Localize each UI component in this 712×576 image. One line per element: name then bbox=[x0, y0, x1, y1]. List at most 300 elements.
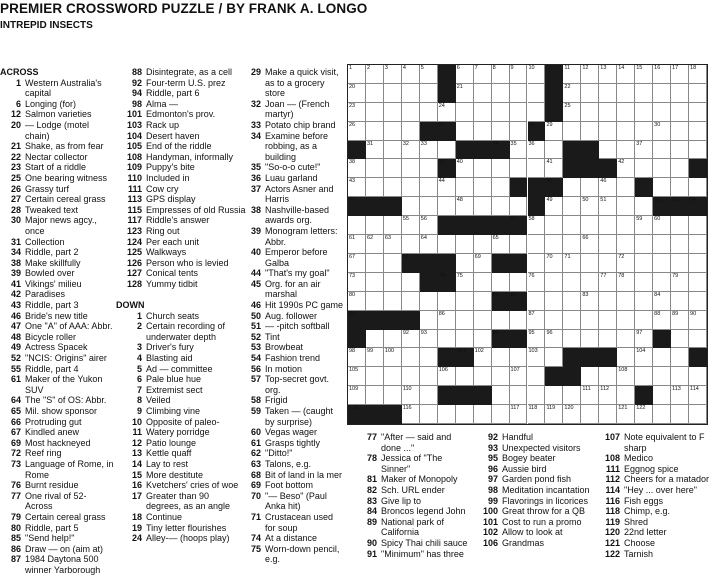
grid-cell[interactable] bbox=[635, 216, 653, 235]
grid-cell[interactable] bbox=[545, 178, 563, 197]
grid-cell[interactable] bbox=[420, 348, 438, 367]
grid-cell[interactable] bbox=[510, 65, 528, 84]
grid-cell[interactable] bbox=[438, 197, 456, 216]
grid-cell[interactable] bbox=[671, 103, 689, 122]
grid-cell[interactable] bbox=[545, 122, 563, 141]
grid-cell[interactable] bbox=[689, 311, 707, 330]
grid-cell[interactable] bbox=[545, 141, 563, 160]
grid-cell[interactable] bbox=[366, 292, 384, 311]
grid-cell[interactable] bbox=[635, 405, 653, 424]
grid-cell[interactable] bbox=[563, 159, 581, 178]
grid-cell[interactable] bbox=[402, 311, 420, 330]
grid-cell[interactable] bbox=[384, 197, 402, 216]
grid-cell[interactable] bbox=[420, 65, 438, 84]
grid-cell[interactable] bbox=[528, 367, 546, 386]
grid-cell[interactable] bbox=[438, 141, 456, 160]
grid-cell[interactable] bbox=[438, 122, 456, 141]
grid-cell[interactable] bbox=[348, 311, 366, 330]
grid-cell[interactable] bbox=[617, 254, 635, 273]
grid-cell[interactable] bbox=[348, 235, 366, 254]
grid-cell[interactable] bbox=[366, 84, 384, 103]
grid-cell[interactable] bbox=[528, 159, 546, 178]
grid-cell[interactable] bbox=[528, 178, 546, 197]
grid-cell[interactable] bbox=[474, 405, 492, 424]
grid-cell[interactable] bbox=[653, 197, 671, 216]
grid-cell[interactable] bbox=[563, 367, 581, 386]
grid-cell[interactable] bbox=[671, 330, 689, 349]
grid-cell[interactable] bbox=[581, 141, 599, 160]
grid-cell[interactable] bbox=[366, 159, 384, 178]
grid-cell[interactable] bbox=[689, 405, 707, 424]
grid-cell[interactable] bbox=[689, 178, 707, 197]
grid-cell[interactable] bbox=[528, 386, 546, 405]
grid-cell[interactable] bbox=[581, 311, 599, 330]
grid-cell[interactable] bbox=[671, 405, 689, 424]
grid-cell[interactable] bbox=[563, 348, 581, 367]
grid-cell[interactable] bbox=[545, 348, 563, 367]
grid-cell[interactable] bbox=[689, 273, 707, 292]
grid-cell[interactable] bbox=[528, 292, 546, 311]
grid-cell[interactable] bbox=[545, 159, 563, 178]
grid-cell[interactable] bbox=[402, 159, 420, 178]
grid-cell[interactable] bbox=[689, 386, 707, 405]
grid-cell[interactable] bbox=[689, 65, 707, 84]
grid-cell[interactable] bbox=[653, 292, 671, 311]
grid-cell[interactable] bbox=[348, 84, 366, 103]
grid-cell[interactable] bbox=[402, 348, 420, 367]
grid-cell[interactable] bbox=[671, 273, 689, 292]
grid-cell[interactable] bbox=[474, 311, 492, 330]
grid-cell[interactable] bbox=[545, 65, 563, 84]
grid-cell[interactable] bbox=[545, 254, 563, 273]
grid-cell[interactable] bbox=[563, 254, 581, 273]
grid-cell[interactable] bbox=[420, 84, 438, 103]
grid-cell[interactable] bbox=[581, 330, 599, 349]
grid-cell[interactable] bbox=[348, 292, 366, 311]
grid-cell[interactable] bbox=[653, 178, 671, 197]
grid-cell[interactable] bbox=[384, 405, 402, 424]
grid-cell[interactable] bbox=[402, 405, 420, 424]
grid-cell[interactable] bbox=[671, 235, 689, 254]
grid-cell[interactable] bbox=[617, 273, 635, 292]
grid-cell[interactable] bbox=[545, 103, 563, 122]
grid-cell[interactable] bbox=[474, 122, 492, 141]
grid-cell[interactable] bbox=[689, 367, 707, 386]
grid-cell[interactable] bbox=[420, 122, 438, 141]
grid-cell[interactable] bbox=[348, 348, 366, 367]
grid-cell[interactable] bbox=[581, 235, 599, 254]
grid-cell[interactable] bbox=[563, 122, 581, 141]
grid-cell[interactable] bbox=[438, 292, 456, 311]
grid-cell[interactable] bbox=[384, 84, 402, 103]
grid-cell[interactable] bbox=[456, 178, 474, 197]
grid-cell[interactable] bbox=[689, 141, 707, 160]
grid-cell[interactable] bbox=[492, 367, 510, 386]
grid-cell[interactable] bbox=[617, 197, 635, 216]
grid-cell[interactable] bbox=[348, 197, 366, 216]
grid-cell[interactable] bbox=[581, 197, 599, 216]
grid-cell[interactable] bbox=[492, 141, 510, 160]
grid-cell[interactable] bbox=[420, 235, 438, 254]
grid-cell[interactable] bbox=[599, 386, 617, 405]
grid-cell[interactable] bbox=[474, 159, 492, 178]
grid-cell[interactable] bbox=[653, 235, 671, 254]
grid-cell[interactable] bbox=[420, 197, 438, 216]
grid-cell[interactable] bbox=[581, 122, 599, 141]
grid-cell[interactable] bbox=[420, 141, 438, 160]
grid-cell[interactable] bbox=[384, 159, 402, 178]
grid-cell[interactable] bbox=[563, 103, 581, 122]
grid-cell[interactable] bbox=[366, 311, 384, 330]
grid-cell[interactable] bbox=[402, 330, 420, 349]
grid-cell[interactable] bbox=[474, 178, 492, 197]
grid-cell[interactable] bbox=[689, 235, 707, 254]
grid-cell[interactable] bbox=[689, 330, 707, 349]
grid-cell[interactable] bbox=[635, 330, 653, 349]
grid-cell[interactable] bbox=[671, 65, 689, 84]
grid-cell[interactable] bbox=[653, 159, 671, 178]
grid-cell[interactable] bbox=[492, 65, 510, 84]
grid-cell[interactable] bbox=[653, 405, 671, 424]
grid-cell[interactable] bbox=[510, 216, 528, 235]
grid-cell[interactable] bbox=[581, 254, 599, 273]
grid-cell[interactable] bbox=[474, 273, 492, 292]
grid-cell[interactable] bbox=[528, 405, 546, 424]
grid-cell[interactable] bbox=[617, 178, 635, 197]
grid-cell[interactable] bbox=[384, 122, 402, 141]
grid-cell[interactable] bbox=[599, 405, 617, 424]
grid-cell[interactable] bbox=[635, 235, 653, 254]
grid-cell[interactable] bbox=[617, 348, 635, 367]
grid-cell[interactable] bbox=[689, 292, 707, 311]
grid-cell[interactable] bbox=[581, 84, 599, 103]
grid-cell[interactable] bbox=[671, 367, 689, 386]
grid-cell[interactable] bbox=[348, 254, 366, 273]
grid-cell[interactable] bbox=[653, 348, 671, 367]
grid-cell[interactable] bbox=[510, 197, 528, 216]
grid-cell[interactable] bbox=[528, 65, 546, 84]
grid-cell[interactable] bbox=[581, 216, 599, 235]
grid-cell[interactable] bbox=[492, 216, 510, 235]
grid-cell[interactable] bbox=[492, 330, 510, 349]
grid-cell[interactable] bbox=[402, 235, 420, 254]
grid-cell[interactable] bbox=[348, 178, 366, 197]
grid-cell[interactable] bbox=[617, 65, 635, 84]
grid-cell[interactable] bbox=[671, 348, 689, 367]
grid-cell[interactable] bbox=[599, 311, 617, 330]
grid-cell[interactable] bbox=[635, 386, 653, 405]
grid-cell[interactable] bbox=[581, 65, 599, 84]
grid-cell[interactable] bbox=[420, 405, 438, 424]
grid-cell[interactable] bbox=[384, 65, 402, 84]
grid-cell[interactable] bbox=[671, 311, 689, 330]
grid-cell[interactable] bbox=[599, 65, 617, 84]
grid-cell[interactable] bbox=[492, 159, 510, 178]
grid-cell[interactable] bbox=[689, 103, 707, 122]
grid-cell[interactable] bbox=[563, 330, 581, 349]
grid-cell[interactable] bbox=[384, 141, 402, 160]
grid-cell[interactable] bbox=[599, 141, 617, 160]
grid-cell[interactable] bbox=[599, 254, 617, 273]
grid-cell[interactable] bbox=[689, 197, 707, 216]
grid-cell[interactable] bbox=[617, 122, 635, 141]
grid-cell[interactable] bbox=[366, 103, 384, 122]
grid-cell[interactable] bbox=[689, 122, 707, 141]
grid-cell[interactable] bbox=[402, 367, 420, 386]
grid-cell[interactable] bbox=[456, 292, 474, 311]
grid-cell[interactable] bbox=[438, 65, 456, 84]
grid-cell[interactable] bbox=[528, 197, 546, 216]
grid-cell[interactable] bbox=[474, 216, 492, 235]
grid-cell[interactable] bbox=[689, 254, 707, 273]
grid-cell[interactable] bbox=[545, 367, 563, 386]
grid-cell[interactable] bbox=[617, 330, 635, 349]
grid-cell[interactable] bbox=[438, 273, 456, 292]
grid-cell[interactable] bbox=[635, 292, 653, 311]
grid-cell[interactable] bbox=[366, 386, 384, 405]
grid-cell[interactable] bbox=[635, 122, 653, 141]
grid-cell[interactable] bbox=[456, 159, 474, 178]
grid-cell[interactable] bbox=[599, 367, 617, 386]
grid-cell[interactable] bbox=[474, 197, 492, 216]
grid-cell[interactable] bbox=[438, 235, 456, 254]
grid-cell[interactable] bbox=[384, 330, 402, 349]
grid-cell[interactable] bbox=[492, 235, 510, 254]
grid-cell[interactable] bbox=[689, 348, 707, 367]
grid-cell[interactable] bbox=[545, 311, 563, 330]
grid-cell[interactable] bbox=[492, 178, 510, 197]
grid-cell[interactable] bbox=[528, 216, 546, 235]
grid-cell[interactable] bbox=[635, 311, 653, 330]
grid-cell[interactable] bbox=[653, 122, 671, 141]
grid-cell[interactable] bbox=[635, 103, 653, 122]
grid-cell[interactable] bbox=[528, 311, 546, 330]
grid-cell[interactable] bbox=[599, 235, 617, 254]
grid-cell[interactable] bbox=[653, 367, 671, 386]
grid-cell[interactable] bbox=[420, 367, 438, 386]
grid-cell[interactable] bbox=[617, 311, 635, 330]
grid-cell[interactable] bbox=[366, 254, 384, 273]
grid-cell[interactable] bbox=[635, 254, 653, 273]
grid-cell[interactable] bbox=[528, 330, 546, 349]
grid-cell[interactable] bbox=[563, 141, 581, 160]
grid-cell[interactable] bbox=[348, 159, 366, 178]
grid-cell[interactable] bbox=[438, 386, 456, 405]
grid-cell[interactable] bbox=[510, 103, 528, 122]
grid-cell[interactable] bbox=[402, 65, 420, 84]
grid-cell[interactable] bbox=[510, 273, 528, 292]
grid-cell[interactable] bbox=[420, 386, 438, 405]
grid-cell[interactable] bbox=[492, 122, 510, 141]
grid-cell[interactable] bbox=[384, 386, 402, 405]
grid-cell[interactable] bbox=[474, 65, 492, 84]
grid-cell[interactable] bbox=[510, 235, 528, 254]
grid-cell[interactable] bbox=[456, 216, 474, 235]
grid-cell[interactable] bbox=[474, 367, 492, 386]
grid-cell[interactable] bbox=[348, 122, 366, 141]
grid-cell[interactable] bbox=[438, 405, 456, 424]
grid-cell[interactable] bbox=[545, 197, 563, 216]
grid-cell[interactable] bbox=[563, 292, 581, 311]
grid-cell[interactable] bbox=[563, 311, 581, 330]
grid-cell[interactable] bbox=[545, 235, 563, 254]
grid-cell[interactable] bbox=[366, 197, 384, 216]
grid-cell[interactable] bbox=[366, 216, 384, 235]
grid-cell[interactable] bbox=[671, 197, 689, 216]
grid-cell[interactable] bbox=[474, 348, 492, 367]
grid-cell[interactable] bbox=[581, 103, 599, 122]
grid-cell[interactable] bbox=[474, 84, 492, 103]
grid-cell[interactable] bbox=[528, 254, 546, 273]
grid-cell[interactable] bbox=[402, 254, 420, 273]
grid-cell[interactable] bbox=[563, 273, 581, 292]
grid-cell[interactable] bbox=[384, 311, 402, 330]
grid-cell[interactable] bbox=[671, 84, 689, 103]
grid-cell[interactable] bbox=[402, 197, 420, 216]
grid-cell[interactable] bbox=[528, 141, 546, 160]
grid-cell[interactable] bbox=[635, 141, 653, 160]
grid-cell[interactable] bbox=[689, 159, 707, 178]
grid-cell[interactable] bbox=[366, 367, 384, 386]
grid-cell[interactable] bbox=[581, 348, 599, 367]
grid-cell[interactable] bbox=[492, 197, 510, 216]
grid-cell[interactable] bbox=[402, 386, 420, 405]
grid-cell[interactable] bbox=[635, 273, 653, 292]
grid-cell[interactable] bbox=[402, 103, 420, 122]
grid-cell[interactable] bbox=[581, 159, 599, 178]
grid-cell[interactable] bbox=[545, 84, 563, 103]
grid-cell[interactable] bbox=[635, 348, 653, 367]
grid-cell[interactable] bbox=[599, 273, 617, 292]
grid-cell[interactable] bbox=[438, 178, 456, 197]
grid-cell[interactable] bbox=[599, 103, 617, 122]
grid-cell[interactable] bbox=[599, 84, 617, 103]
grid-cell[interactable] bbox=[348, 216, 366, 235]
grid-cell[interactable] bbox=[348, 330, 366, 349]
grid-cell[interactable] bbox=[563, 235, 581, 254]
grid-cell[interactable] bbox=[510, 367, 528, 386]
grid-cell[interactable] bbox=[563, 65, 581, 84]
grid-cell[interactable] bbox=[689, 216, 707, 235]
grid-cell[interactable] bbox=[599, 178, 617, 197]
grid-cell[interactable] bbox=[474, 235, 492, 254]
grid-cell[interactable] bbox=[384, 273, 402, 292]
grid-cell[interactable] bbox=[384, 235, 402, 254]
grid-cell[interactable] bbox=[510, 330, 528, 349]
grid-cell[interactable] bbox=[366, 405, 384, 424]
grid-cell[interactable] bbox=[635, 65, 653, 84]
grid-cell[interactable] bbox=[348, 103, 366, 122]
grid-cell[interactable] bbox=[402, 273, 420, 292]
grid-cell[interactable] bbox=[456, 330, 474, 349]
grid-cell[interactable] bbox=[510, 348, 528, 367]
grid-cell[interactable] bbox=[617, 386, 635, 405]
grid-cell[interactable] bbox=[438, 311, 456, 330]
grid-cell[interactable] bbox=[366, 273, 384, 292]
grid-cell[interactable] bbox=[689, 84, 707, 103]
grid-cell[interactable] bbox=[617, 141, 635, 160]
grid-cell[interactable] bbox=[671, 386, 689, 405]
grid-cell[interactable] bbox=[366, 178, 384, 197]
grid-cell[interactable] bbox=[420, 254, 438, 273]
grid-cell[interactable] bbox=[528, 348, 546, 367]
grid-cell[interactable] bbox=[492, 405, 510, 424]
grid-cell[interactable] bbox=[456, 65, 474, 84]
grid-cell[interactable] bbox=[456, 311, 474, 330]
grid-cell[interactable] bbox=[635, 367, 653, 386]
grid-cell[interactable] bbox=[456, 273, 474, 292]
grid-cell[interactable] bbox=[492, 103, 510, 122]
grid-cell[interactable] bbox=[402, 178, 420, 197]
grid-cell[interactable] bbox=[384, 178, 402, 197]
grid-cell[interactable] bbox=[617, 235, 635, 254]
grid-cell[interactable] bbox=[420, 311, 438, 330]
grid-cell[interactable] bbox=[456, 254, 474, 273]
grid-cell[interactable] bbox=[635, 159, 653, 178]
grid-cell[interactable] bbox=[617, 292, 635, 311]
grid-cell[interactable] bbox=[384, 103, 402, 122]
grid-cell[interactable] bbox=[528, 84, 546, 103]
grid-cell[interactable] bbox=[492, 348, 510, 367]
grid-cell[interactable] bbox=[420, 159, 438, 178]
grid-cell[interactable] bbox=[384, 254, 402, 273]
grid-cell[interactable] bbox=[420, 330, 438, 349]
grid-cell[interactable] bbox=[456, 367, 474, 386]
grid-cell[interactable] bbox=[653, 254, 671, 273]
grid-cell[interactable] bbox=[510, 311, 528, 330]
grid-cell[interactable] bbox=[510, 292, 528, 311]
grid-cell[interactable] bbox=[599, 216, 617, 235]
grid-cell[interactable] bbox=[617, 159, 635, 178]
grid-cell[interactable] bbox=[510, 141, 528, 160]
grid-cell[interactable] bbox=[563, 178, 581, 197]
grid-cell[interactable] bbox=[438, 103, 456, 122]
grid-cell[interactable] bbox=[563, 405, 581, 424]
grid-cell[interactable] bbox=[348, 141, 366, 160]
grid-cell[interactable] bbox=[510, 405, 528, 424]
grid-cell[interactable] bbox=[474, 292, 492, 311]
grid-cell[interactable] bbox=[617, 103, 635, 122]
grid-cell[interactable] bbox=[635, 178, 653, 197]
grid-cell[interactable] bbox=[420, 216, 438, 235]
grid-cell[interactable] bbox=[653, 216, 671, 235]
grid-cell[interactable] bbox=[510, 178, 528, 197]
grid-cell[interactable] bbox=[599, 348, 617, 367]
grid-cell[interactable] bbox=[599, 122, 617, 141]
grid-cell[interactable] bbox=[474, 386, 492, 405]
grid-cell[interactable] bbox=[528, 122, 546, 141]
grid-cell[interactable] bbox=[438, 254, 456, 273]
grid-cell[interactable] bbox=[366, 65, 384, 84]
grid-cell[interactable] bbox=[653, 273, 671, 292]
grid-cell[interactable] bbox=[438, 84, 456, 103]
grid-cell[interactable] bbox=[653, 330, 671, 349]
grid-cell[interactable] bbox=[366, 348, 384, 367]
grid-cell[interactable] bbox=[653, 65, 671, 84]
grid-cell[interactable] bbox=[671, 141, 689, 160]
grid-cell[interactable] bbox=[402, 141, 420, 160]
grid-cell[interactable] bbox=[671, 159, 689, 178]
grid-cell[interactable] bbox=[510, 159, 528, 178]
grid-cell[interactable] bbox=[617, 367, 635, 386]
grid-cell[interactable] bbox=[510, 122, 528, 141]
grid-cell[interactable] bbox=[456, 197, 474, 216]
grid-cell[interactable] bbox=[653, 84, 671, 103]
grid-cell[interactable] bbox=[492, 292, 510, 311]
grid-cell[interactable] bbox=[456, 103, 474, 122]
grid-cell[interactable] bbox=[545, 386, 563, 405]
grid-cell[interactable] bbox=[402, 292, 420, 311]
